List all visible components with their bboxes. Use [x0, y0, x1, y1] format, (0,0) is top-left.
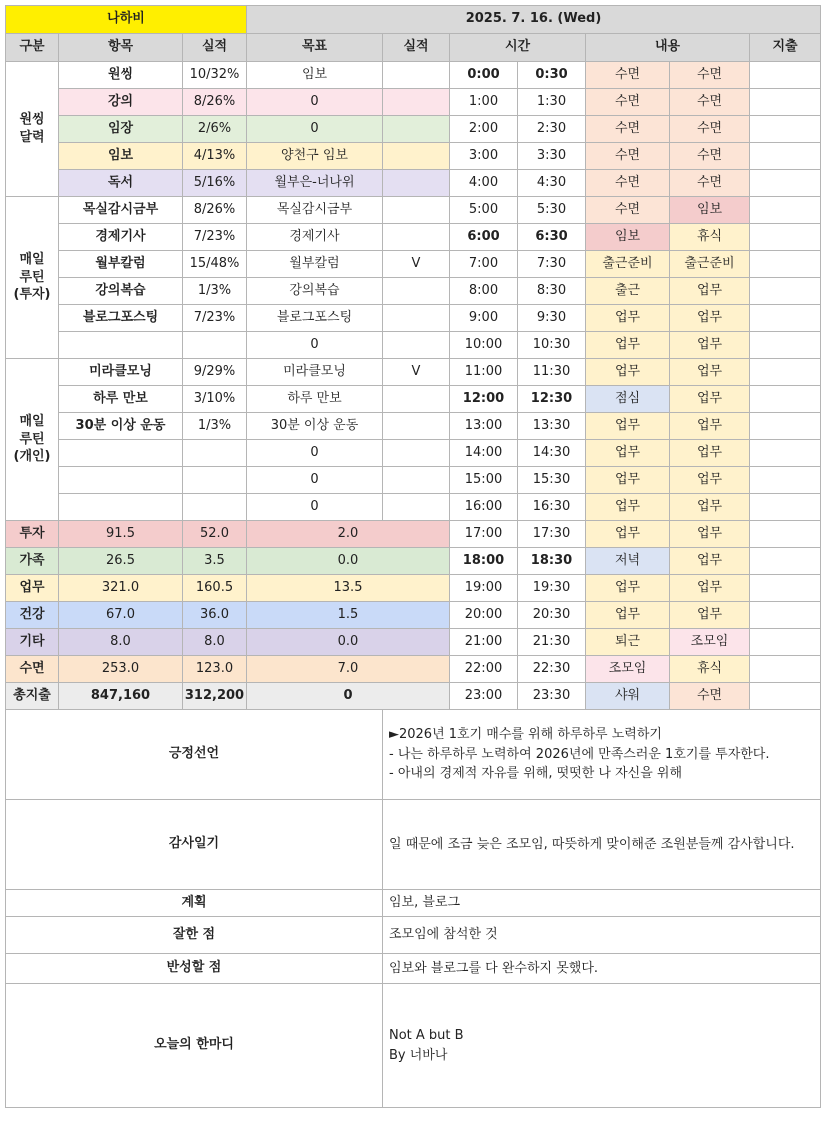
time-start: 16:00	[450, 494, 518, 521]
goal-check[interactable]	[383, 494, 450, 521]
item-actual[interactable]	[183, 332, 247, 359]
expense-cell[interactable]	[750, 386, 821, 413]
summary-label: 수면	[6, 656, 59, 683]
item-actual[interactable]: 7/23%	[183, 224, 247, 251]
schedule-second-half[interactable]: 업무	[670, 602, 750, 629]
item-actual[interactable]: 3/10%	[183, 386, 247, 413]
summary-actual: 123.0	[183, 656, 247, 683]
item-name[interactable]: 경제기사	[59, 224, 183, 251]
time-end: 4:30	[518, 170, 586, 197]
affirmation-line: - 아내의 경제적 자유를 위해, 떳떳한 나 자신을 위해	[389, 766, 683, 782]
schedule-second-half[interactable]: 업무	[670, 332, 750, 359]
goal-check[interactable]	[383, 305, 450, 332]
item-name[interactable]: 임보	[59, 143, 183, 170]
goal-check[interactable]	[383, 62, 450, 89]
goal-text[interactable]: 0	[247, 494, 383, 521]
expense-cell[interactable]	[750, 116, 821, 143]
expense-cell[interactable]	[750, 602, 821, 629]
planner-date: 2025. 7. 16. (Wed)	[247, 6, 821, 34]
item-actual[interactable]: 2/6%	[183, 116, 247, 143]
goal-check[interactable]	[383, 332, 450, 359]
expense-cell[interactable]	[750, 467, 821, 494]
goal-text[interactable]: 0	[247, 89, 383, 116]
summary-label: 가족	[6, 548, 59, 575]
good-point-content[interactable]	[383, 917, 821, 954]
schedule-second-half[interactable]: 업무	[670, 359, 750, 386]
section-label: 매일 루틴 (투자)	[6, 197, 59, 359]
quote-line: By 너바나	[389, 1047, 448, 1063]
expense-cell[interactable]	[750, 170, 821, 197]
item-actual[interactable]: 7/23%	[183, 305, 247, 332]
goal-check[interactable]	[383, 224, 450, 251]
goal-check[interactable]	[383, 440, 450, 467]
schedule-second-half[interactable]: 수면	[670, 62, 750, 89]
item-name[interactable]: 강의	[59, 89, 183, 116]
time-end: 16:30	[518, 494, 586, 521]
time-start: 9:00	[450, 305, 518, 332]
time-end: 10:30	[518, 332, 586, 359]
item-name[interactable]: 하루 만보	[59, 386, 183, 413]
time-start: 11:00	[450, 359, 518, 386]
item-actual[interactable]: 9/29%	[183, 359, 247, 386]
time-start: 15:00	[450, 467, 518, 494]
goal-text[interactable]: 0	[247, 467, 383, 494]
plan-label: 계획	[6, 890, 383, 917]
reflection-content[interactable]	[383, 954, 821, 984]
expense-cell[interactable]	[750, 575, 821, 602]
time-end: 20:30	[518, 602, 586, 629]
summary-total: 847,160	[59, 683, 183, 710]
time-start: 13:00	[450, 413, 518, 440]
expense-cell[interactable]	[750, 494, 821, 521]
expense-cell[interactable]	[750, 521, 821, 548]
item-name[interactable]: 원씽	[59, 62, 183, 89]
schedule-second-half[interactable]: 업무	[670, 440, 750, 467]
schedule-second-half[interactable]: 업무	[670, 494, 750, 521]
summary-today: 13.5	[247, 575, 450, 602]
time-end: 3:30	[518, 143, 586, 170]
goal-text[interactable]: 0	[247, 440, 383, 467]
time-end: 5:30	[518, 197, 586, 224]
time-end: 15:30	[518, 467, 586, 494]
schedule-second-half[interactable]: 업무	[670, 305, 750, 332]
schedule-second-half[interactable]: 업무	[670, 467, 750, 494]
expense-cell[interactable]	[750, 683, 821, 710]
schedule-first-half[interactable]: 업무	[586, 413, 670, 440]
item-actual[interactable]	[183, 440, 247, 467]
time-end: 13:30	[518, 413, 586, 440]
schedule-first-half[interactable]: 출근준비	[586, 251, 670, 278]
summary-total: 253.0	[59, 656, 183, 683]
summary-total: 26.5	[59, 548, 183, 575]
summary-total: 91.5	[59, 521, 183, 548]
summary-today: 0.0	[247, 548, 450, 575]
time-start: 1:00	[450, 89, 518, 116]
expense-cell[interactable]	[750, 251, 821, 278]
expense-cell[interactable]	[750, 629, 821, 656]
schedule-first-half[interactable]: 업무	[586, 305, 670, 332]
schedule-first-half[interactable]: 점심	[586, 386, 670, 413]
time-end: 23:30	[518, 683, 586, 710]
col-goal: 목표	[247, 34, 383, 62]
schedule-first-half[interactable]: 수면	[586, 197, 670, 224]
time-end: 2:30	[518, 116, 586, 143]
affirmation-content[interactable]	[383, 710, 821, 800]
expense-cell[interactable]	[750, 413, 821, 440]
expense-cell[interactable]	[750, 332, 821, 359]
expense-cell[interactable]	[750, 197, 821, 224]
expense-cell[interactable]	[750, 89, 821, 116]
time-end: 18:30	[518, 548, 586, 575]
planner-owner-name: 나하비	[6, 6, 247, 34]
summary-total: 67.0	[59, 602, 183, 629]
time-start: 18:00	[450, 548, 518, 575]
schedule-first-half[interactable]: 수면	[586, 62, 670, 89]
goal-check[interactable]	[383, 386, 450, 413]
affirmation-line: ►2026년 1호기 매수를 위해 하루하루 노력하기	[389, 727, 662, 743]
schedule-first-half[interactable]: 업무	[586, 467, 670, 494]
summary-actual: 36.0	[183, 602, 247, 629]
goal-text[interactable]: 30분 이상 운동	[247, 413, 383, 440]
schedule-first-half[interactable]: 수면	[586, 143, 670, 170]
time-start: 10:00	[450, 332, 518, 359]
summary-label: 업무	[6, 575, 59, 602]
col-category: 구분	[6, 34, 59, 62]
summary-label: 투자	[6, 521, 59, 548]
item-name[interactable]	[59, 467, 183, 494]
time-start: 4:00	[450, 170, 518, 197]
expense-cell[interactable]	[750, 656, 821, 683]
goal-text[interactable]: 0	[247, 332, 383, 359]
col-content: 내용	[586, 34, 750, 62]
good-point-label: 잘한 점	[6, 917, 383, 954]
expense-cell[interactable]	[750, 305, 821, 332]
goal-text[interactable]: 경제기사	[247, 224, 383, 251]
goal-check[interactable]	[383, 170, 450, 197]
schedule-second-half[interactable]: 휴식	[670, 656, 750, 683]
time-start: 3:00	[450, 143, 518, 170]
summary-actual: 52.0	[183, 521, 247, 548]
expense-cell[interactable]	[750, 62, 821, 89]
section-label: 매일 루틴 (개인)	[6, 359, 59, 521]
time-end: 19:30	[518, 575, 586, 602]
col-goal-actual: 실적	[383, 34, 450, 62]
time-end: 6:30	[518, 224, 586, 251]
schedule-second-half[interactable]: 업무	[670, 278, 750, 305]
time-start: 0:00	[450, 62, 518, 89]
time-start: 7:00	[450, 251, 518, 278]
plan-text: 임보, 블로그	[389, 895, 461, 911]
schedule-first-half[interactable]: 업무	[586, 359, 670, 386]
expense-cell[interactable]	[750, 224, 821, 251]
time-end: 7:30	[518, 251, 586, 278]
goal-check[interactable]	[383, 413, 450, 440]
expense-cell[interactable]	[750, 440, 821, 467]
goal-text[interactable]: 블로그포스팅	[247, 305, 383, 332]
section-label: 원씽 달력	[6, 62, 59, 197]
time-end: 12:30	[518, 386, 586, 413]
expense-cell[interactable]	[750, 143, 821, 170]
reflection-label: 반성할 점	[6, 954, 383, 984]
schedule-first-half[interactable]: 조모임	[586, 656, 670, 683]
time-start: 8:00	[450, 278, 518, 305]
schedule-second-half[interactable]: 수면	[670, 143, 750, 170]
time-start: 5:00	[450, 197, 518, 224]
gratitude-text: 일 때문에 조금 늦은 조모임, 따뜻하게 맞이해준 조원분들께 감사합니다.	[389, 836, 795, 852]
schedule-second-half[interactable]: 수면	[670, 89, 750, 116]
goal-text[interactable]: 미라클모닝	[247, 359, 383, 386]
schedule-first-half[interactable]: 샤워	[586, 683, 670, 710]
schedule-second-half[interactable]: 조모임	[670, 629, 750, 656]
time-start: 20:00	[450, 602, 518, 629]
time-start: 6:00	[450, 224, 518, 251]
goal-text[interactable]: 월부칼럼	[247, 251, 383, 278]
time-end: 8:30	[518, 278, 586, 305]
time-end: 17:30	[518, 521, 586, 548]
gratitude-content[interactable]	[383, 800, 821, 890]
schedule-second-half[interactable]: 업무	[670, 575, 750, 602]
item-actual[interactable]	[183, 494, 247, 521]
summary-label: 총지출	[6, 683, 59, 710]
schedule-second-half[interactable]: 업무	[670, 521, 750, 548]
item-actual[interactable]: 5/16%	[183, 170, 247, 197]
item-name[interactable]: 목실감시금부	[59, 197, 183, 224]
schedule-first-half[interactable]: 저녁	[586, 548, 670, 575]
schedule-first-half[interactable]: 업무	[586, 332, 670, 359]
item-actual[interactable]: 15/48%	[183, 251, 247, 278]
time-start: 17:00	[450, 521, 518, 548]
item-name[interactable]: 월부칼럼	[59, 251, 183, 278]
goal-text[interactable]: 0	[247, 116, 383, 143]
goal-check[interactable]	[383, 89, 450, 116]
item-name[interactable]	[59, 440, 183, 467]
item-actual[interactable]: 10/32%	[183, 62, 247, 89]
planner-table	[5, 5, 821, 1108]
time-end: 11:30	[518, 359, 586, 386]
goal-text[interactable]: 임보	[247, 62, 383, 89]
summary-today: 7.0	[247, 656, 450, 683]
time-start: 23:00	[450, 683, 518, 710]
gratitude-label: 감사일기	[6, 800, 383, 890]
summary-total: 321.0	[59, 575, 183, 602]
time-end: 21:30	[518, 629, 586, 656]
summary-actual: 312,200	[183, 683, 247, 710]
item-name[interactable]: 미라클모닝	[59, 359, 183, 386]
item-name[interactable]: 30분 이상 운동	[59, 413, 183, 440]
schedule-first-half[interactable]: 업무	[586, 494, 670, 521]
summary-actual: 160.5	[183, 575, 247, 602]
summary-label: 건강	[6, 602, 59, 629]
time-end: 9:30	[518, 305, 586, 332]
goal-check[interactable]: V	[383, 251, 450, 278]
schedule-first-half[interactable]: 업무	[586, 521, 670, 548]
col-actual: 실적	[183, 34, 247, 62]
goal-text[interactable]: 하루 만보	[247, 386, 383, 413]
time-start: 12:00	[450, 386, 518, 413]
item-name[interactable]: 블로그포스팅	[59, 305, 183, 332]
affirmation-line: - 나는 하루하루 노력하여 2026년에 만족스러운 1호기를 투자한다.	[389, 746, 770, 762]
item-actual[interactable]: 4/13%	[183, 143, 247, 170]
expense-cell[interactable]	[750, 278, 821, 305]
time-end: 1:30	[518, 89, 586, 116]
item-name[interactable]	[59, 332, 183, 359]
summary-total: 8.0	[59, 629, 183, 656]
goal-check[interactable]	[383, 197, 450, 224]
time-start: 14:00	[450, 440, 518, 467]
summary-label: 기타	[6, 629, 59, 656]
expense-cell[interactable]	[750, 548, 821, 575]
col-time: 시간	[450, 34, 586, 62]
schedule-first-half[interactable]: 출근	[586, 278, 670, 305]
summary-today: 1.5	[247, 602, 450, 629]
time-start: 22:00	[450, 656, 518, 683]
summary-actual: 3.5	[183, 548, 247, 575]
schedule-second-half[interactable]: 업무	[670, 386, 750, 413]
quote-line: Not A but B	[389, 1028, 464, 1043]
time-end: 0:30	[518, 62, 586, 89]
goal-text[interactable]: 양천구 임보	[247, 143, 383, 170]
col-item: 항목	[59, 34, 183, 62]
schedule-first-half[interactable]: 수면	[586, 170, 670, 197]
col-expense: 지출	[750, 34, 821, 62]
summary-today: 0	[247, 683, 450, 710]
daily-quote-label: 오늘의 한마디	[6, 984, 383, 1108]
schedule-second-half[interactable]: 휴식	[670, 224, 750, 251]
expense-cell[interactable]	[750, 359, 821, 386]
summary-actual: 8.0	[183, 629, 247, 656]
item-name[interactable]: 독서	[59, 170, 183, 197]
item-name[interactable]	[59, 494, 183, 521]
item-actual[interactable]: 1/3%	[183, 413, 247, 440]
schedule-second-half[interactable]: 임보	[670, 197, 750, 224]
time-end: 14:30	[518, 440, 586, 467]
plan-content[interactable]	[383, 890, 821, 917]
summary-today: 0.0	[247, 629, 450, 656]
schedule-second-half[interactable]: 수면	[670, 683, 750, 710]
goal-check[interactable]	[383, 278, 450, 305]
time-start: 19:00	[450, 575, 518, 602]
schedule-second-half[interactable]: 출근준비	[670, 251, 750, 278]
item-actual[interactable]: 1/3%	[183, 278, 247, 305]
goal-text[interactable]: 목실감시금부	[247, 197, 383, 224]
schedule-first-half[interactable]: 임보	[586, 224, 670, 251]
time-start: 2:00	[450, 116, 518, 143]
item-name[interactable]: 임장	[59, 116, 183, 143]
schedule-second-half[interactable]: 업무	[670, 413, 750, 440]
goal-text[interactable]: 강의복습	[247, 278, 383, 305]
goal-check[interactable]: V	[383, 359, 450, 386]
goal-text[interactable]: 월부은-너나위	[247, 170, 383, 197]
summary-today: 2.0	[247, 521, 450, 548]
schedule-second-half[interactable]: 업무	[670, 548, 750, 575]
schedule-first-half[interactable]: 퇴근	[586, 629, 670, 656]
time-start: 21:00	[450, 629, 518, 656]
schedule-first-half[interactable]: 수면	[586, 116, 670, 143]
affirmation-label: 긍정선언	[6, 710, 383, 800]
daily-quote-content[interactable]	[383, 984, 821, 1108]
item-actual[interactable]	[183, 467, 247, 494]
schedule-first-half[interactable]: 업무	[586, 575, 670, 602]
goal-check[interactable]	[383, 467, 450, 494]
item-name[interactable]: 강의복습	[59, 278, 183, 305]
goal-check[interactable]	[383, 143, 450, 170]
schedule-first-half[interactable]: 수면	[586, 89, 670, 116]
schedule-first-half[interactable]: 업무	[586, 602, 670, 629]
schedule-first-half[interactable]: 업무	[586, 440, 670, 467]
item-actual[interactable]: 8/26%	[183, 89, 247, 116]
schedule-second-half[interactable]: 수면	[670, 116, 750, 143]
reflection-text: 임보와 블로그를 다 완수하지 못했다.	[389, 960, 599, 976]
time-end: 22:30	[518, 656, 586, 683]
good-point-text: 조모임에 참석한 것	[389, 927, 498, 943]
item-actual[interactable]: 8/26%	[183, 197, 247, 224]
goal-check[interactable]	[383, 116, 450, 143]
schedule-second-half[interactable]: 수면	[670, 170, 750, 197]
